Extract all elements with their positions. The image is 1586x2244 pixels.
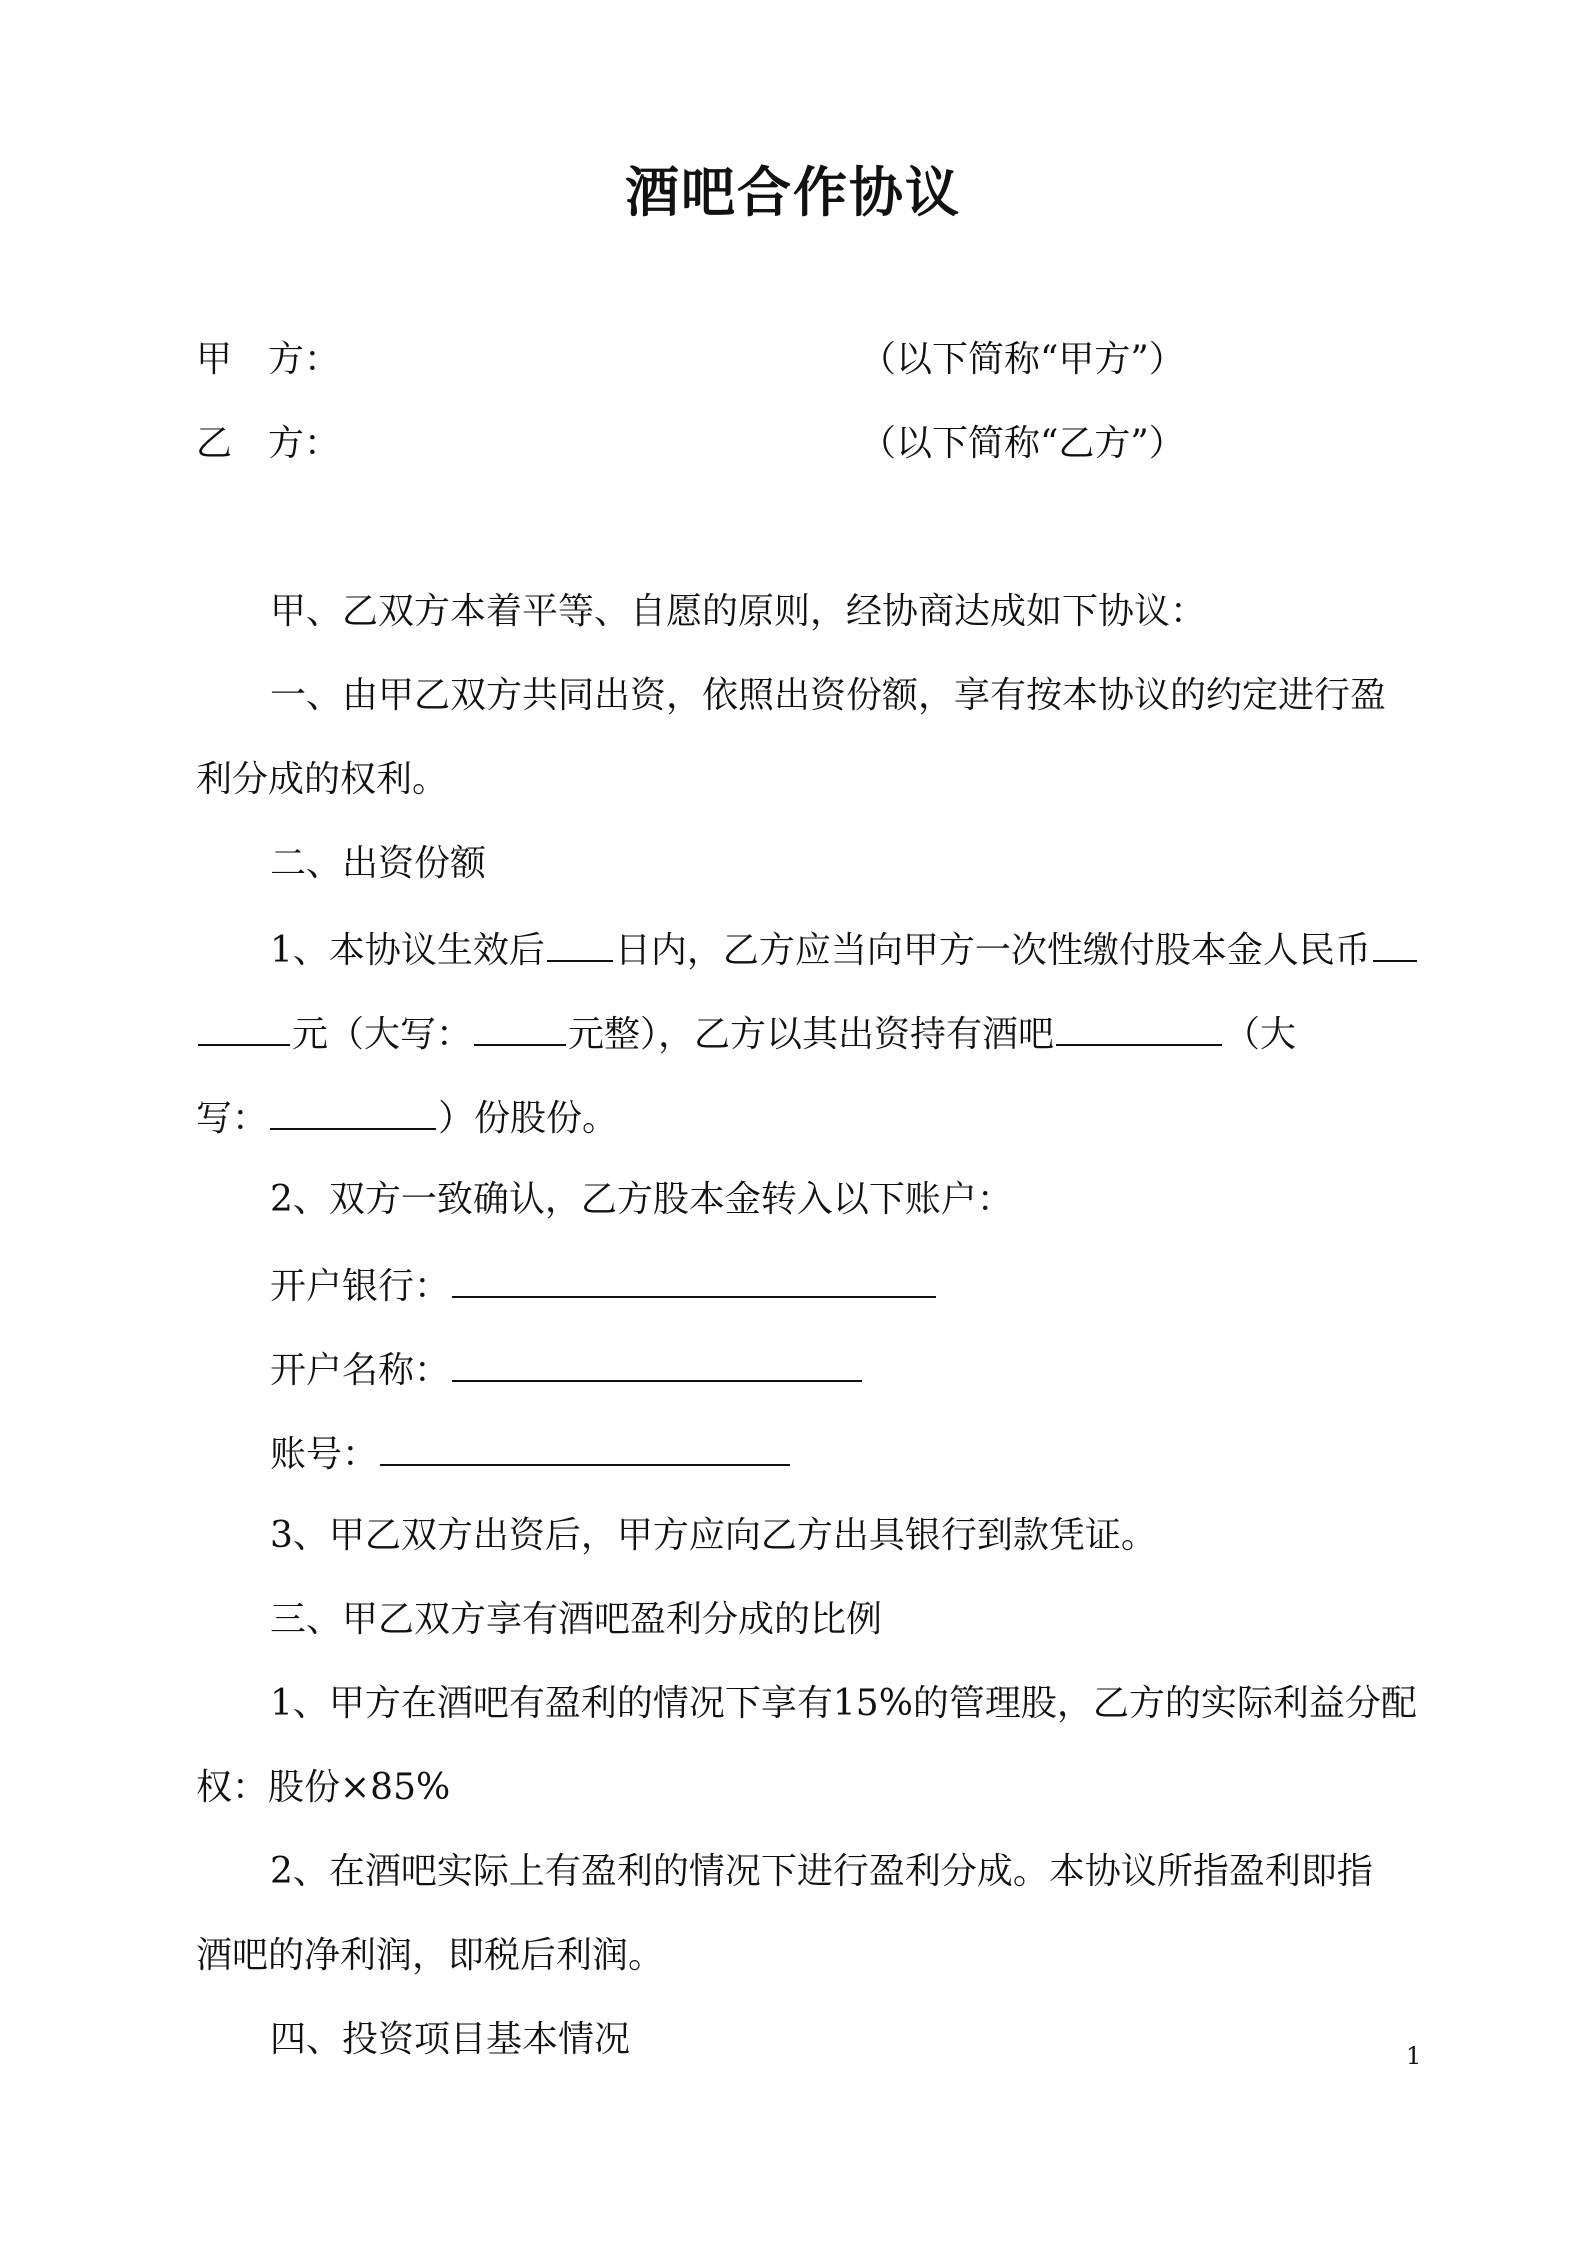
section-2-item-3: 3、甲乙双方出资后，甲方应向乙方出具银行到款凭证。 <box>270 1515 1157 1556</box>
clause-text: 1、本协议生效后 <box>270 930 545 971</box>
party-a-note: （以下简称“甲方”） <box>860 339 1185 380</box>
amount-uppercase-blank[interactable] <box>474 1008 566 1046</box>
clause-text: ）份股份。 <box>438 1098 619 1139</box>
clause-text: 日内，乙方应当向甲方一次性缴付股本金人民币 <box>614 930 1371 971</box>
section-3-item-1-line-1: 1、甲方在酒吧有盈利的情况下享有15%的管理股，乙方的实际利益分配 <box>270 1683 1417 1724</box>
shares-uppercase-blank[interactable] <box>270 1092 436 1130</box>
section-4-heading: 四、投资项目基本情况 <box>270 2019 631 2060</box>
section-3-item-1-line-2: 权：股份×85% <box>196 1767 451 1808</box>
section-2-item-1-line-3 <box>196 1092 1416 1143</box>
clause-text: 元（大写： <box>292 1014 473 1055</box>
section-3-item-2-line-1: 2、在酒吧实际上有盈利的情况下进行盈利分成。本协议所指盈利即指 <box>270 1851 1373 1892</box>
party-b-note: （以下简称“乙方”） <box>860 423 1185 464</box>
account-name-blank[interactable] <box>452 1344 862 1382</box>
intro-paragraph: 甲、乙双方本着平等、自愿的原则，经协商达成如下协议： <box>270 591 1207 632</box>
section-1-line-1: 一、由甲乙双方共同出资，依照出资份额，享有按本协议的约定进行盈 <box>270 675 1387 716</box>
bank-label: 开户银行： <box>270 1266 451 1307</box>
section-3-item-2-line-2: 酒吧的净利润，即税后利润。 <box>196 1935 665 1976</box>
account-name-label: 开户名称： <box>270 1350 451 1391</box>
section-2-heading: 二、出资份额 <box>270 843 487 884</box>
party-a-label: 甲 方： <box>196 339 341 380</box>
section-2-item-2: 2、双方一致确认，乙方股本金转入以下账户： <box>270 1179 1013 1220</box>
clause-text: （大 <box>1224 1014 1297 1055</box>
bank-blank[interactable] <box>452 1260 936 1298</box>
account-number-label: 账号： <box>270 1434 379 1475</box>
account-number-blank[interactable] <box>380 1428 790 1466</box>
account-name-row <box>270 1344 1490 1395</box>
document-title: 酒吧合作协议 <box>625 161 961 224</box>
section-2-item-1-line-2 <box>196 1008 1416 1059</box>
shares-blank[interactable] <box>1056 1008 1222 1046</box>
page-number: 1 <box>1406 2042 1422 2070</box>
amount-blank[interactable] <box>198 1008 290 1046</box>
bank-row <box>270 1260 1490 1311</box>
days-blank[interactable] <box>547 924 613 962</box>
section-2-item-1-line-1 <box>270 924 1490 975</box>
clause-text: 元整），乙方以其出资持有酒吧 <box>568 1014 1055 1055</box>
clause-text: 写： <box>196 1098 269 1139</box>
section-1-line-2: 利分成的权利。 <box>196 759 449 800</box>
amount-blank-start[interactable] <box>1373 924 1417 962</box>
account-number-row <box>270 1428 1490 1479</box>
section-3-heading: 三、甲乙双方享有酒吧盈利分成的比例 <box>270 1599 883 1640</box>
party-b-label: 乙 方： <box>196 423 341 464</box>
